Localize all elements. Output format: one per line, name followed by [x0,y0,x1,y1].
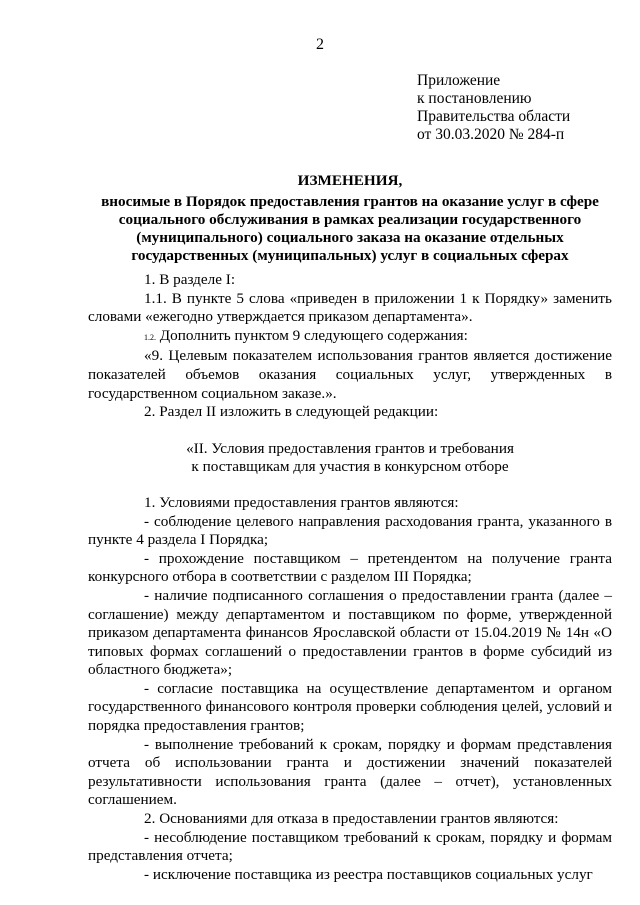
appendix-line: Приложение [417,72,501,89]
list-item: - исключение поставщика из реестра поставщиков социальных услуг [144,865,593,883]
list-item: - выполнение требований к срокам, порядку и формам представления отчета об использовании гранта и достижении значений показателей результативности использования гранта (далее – отчет), установленных соглашением. [88,735,612,809]
appendix-line: к постановлению [417,90,532,107]
paragraph: 1.1. В пункте 5 слова «приведен в приложении 1 к Порядку» заменить словами «ежегодно утверждается приказом департамента». [88,289,612,326]
list-item: - согласие поставщика на осуществление департаментом и органом государственного финансового контроля проверки соблюдения целей, условий и порядка предоставления грантов; [88,679,612,735]
paragraph-number: 1.2. [144,332,156,342]
list-item: - несоблюдение поставщиком требований к срокам, порядку и формам представления отчета; [88,828,612,865]
document-body [88,271,612,884]
paragraph: «9. Целевым показателем использования грантов является достижение показателей объемов оказания социальных услуг, утвержденных в государственном социальном заказе.». [88,347,612,402]
paragraph: 2. Раздел II изложить в следующей редакции: [144,403,439,421]
document-title [88,172,612,265]
paragraph: 2. Основаниями для отказа в предоставлении грантов являются: [144,810,559,828]
list-item: - прохождение поставщиком – претендентом на получение гранта конкурсного отбора в соответствии с разделом III Порядка; [88,549,612,586]
paragraph: 1. В разделе I: [144,271,236,288]
appendix-block [417,72,570,144]
paragraph [88,327,612,348]
list-item: - соблюдение целевого направления расходования гранта, указанного в пункте 4 раздела I Порядка; [88,512,612,549]
list-item: - наличие подписанного соглашения о предоставлении гранта (далее – соглашение) между департаментом и поставщиком по форме, утвержденной приказом департамента финансов Ярославской области от 15.04.2019 № 14н «О типовых формах соглашений о предоставлении грантов в форме субсидий из областного бюджета»; [88,586,612,679]
appendix-line: Правительства области [417,108,571,125]
section-heading-line: «II. Условия предоставления грантов и требования [186,439,514,457]
section-heading [88,440,612,477]
title-subtitle: вносимые в Порядок предоставления грантов на оказание услуг в сфере социального обслуживания в рамках реализации государственного (муниципального) социального заказа на оказание отдельных государственных (муниципальных) услуг в социальных сферах [101,193,599,264]
paragraph-text: Дополнить пунктом 9 следующего содержания: [156,326,468,344]
page-number: 2 [316,36,324,53]
paragraph: 1. Условиями предоставления грантов являются: [144,493,459,511]
section-heading-line: к поставщикам для участия в конкурсном отборе [191,458,509,476]
appendix-line: от 30.03.2020 № 284-п [417,126,565,143]
title-main: ИЗМЕНЕНИЯ, [297,172,403,189]
